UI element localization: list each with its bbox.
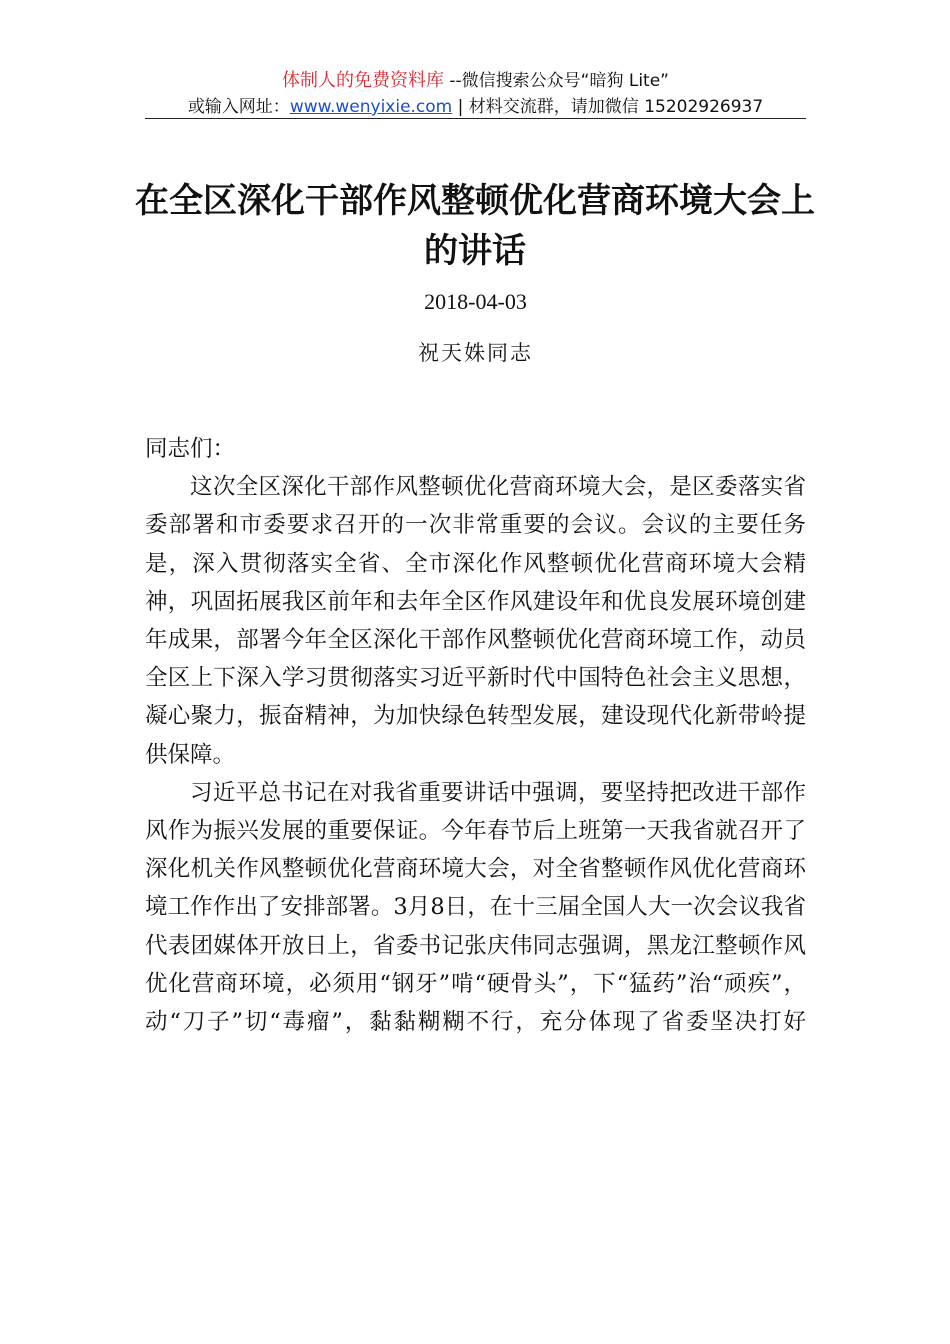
header-url-suffix: | 材料交流群，请加微信 15202926937 [452, 97, 764, 117]
header-brand: 体制人的免费资料库 [281, 70, 444, 91]
header-divider [145, 118, 806, 119]
header-url-link[interactable]: www.wenyixie.com [289, 97, 453, 117]
header-line-2 [145, 94, 806, 120]
salutation: 同志们： [145, 436, 236, 462]
document-title: 在全区深化干部作风整顿优化营商环境大会上的讲话 [135, 181, 815, 271]
document-date: 2018-04-03 [424, 289, 527, 314]
page-header [145, 68, 806, 120]
document-body [145, 430, 806, 1041]
document-author: 祝天姝同志 [418, 341, 533, 365]
paragraph-1: 这次全区深化干部作风整顿优化营商环境大会，是区委落实省委部署和市委要求召开的一次非常重要的会议。会议的主要任务是，深入贯彻落实全省、全市深化作风整顿优化营商环境大会精神，巩固拓展我区前年和去年全区作风建设年和优良发展环境创建年成果，部署今年全区深化干部作风整顿优化营商环境工作，动员全区上下深入学习贯彻落实习近平新时代中国特色社会主义思想，凝心聚力，振奋精神，为加快绿色转型发展，建设现代化新带岭提供保障。 [145, 474, 806, 768]
header-url-prefix: 或输入网址： [187, 97, 290, 117]
paragraph-2: 习近平总书记在对我省重要讲话中强调，要坚持把改进干部作风作为振兴发展的重要保证。今年春节后上班第一天我省就召开了深化机关作风整顿优化营商环境大会，对全省整顿作风优化营商环境工作作出了安排部署。3月8日，在十三届全国人大一次会议我省代表团媒体开放日上，省委书记张庆伟同志强调，黑龙江整顿作风优化营商环境，必须用“钢牙”啃“硬骨头”，下“猛药”治“顽疾”，动“刀子”切“毒瘤”，黏黏糊糊不行，充分体现了省委坚决打好 [145, 779, 806, 1036]
header-line-1 [145, 68, 806, 94]
header-brand-suffix: --微信搜索公众号“暗狗 Lite” [443, 71, 669, 91]
